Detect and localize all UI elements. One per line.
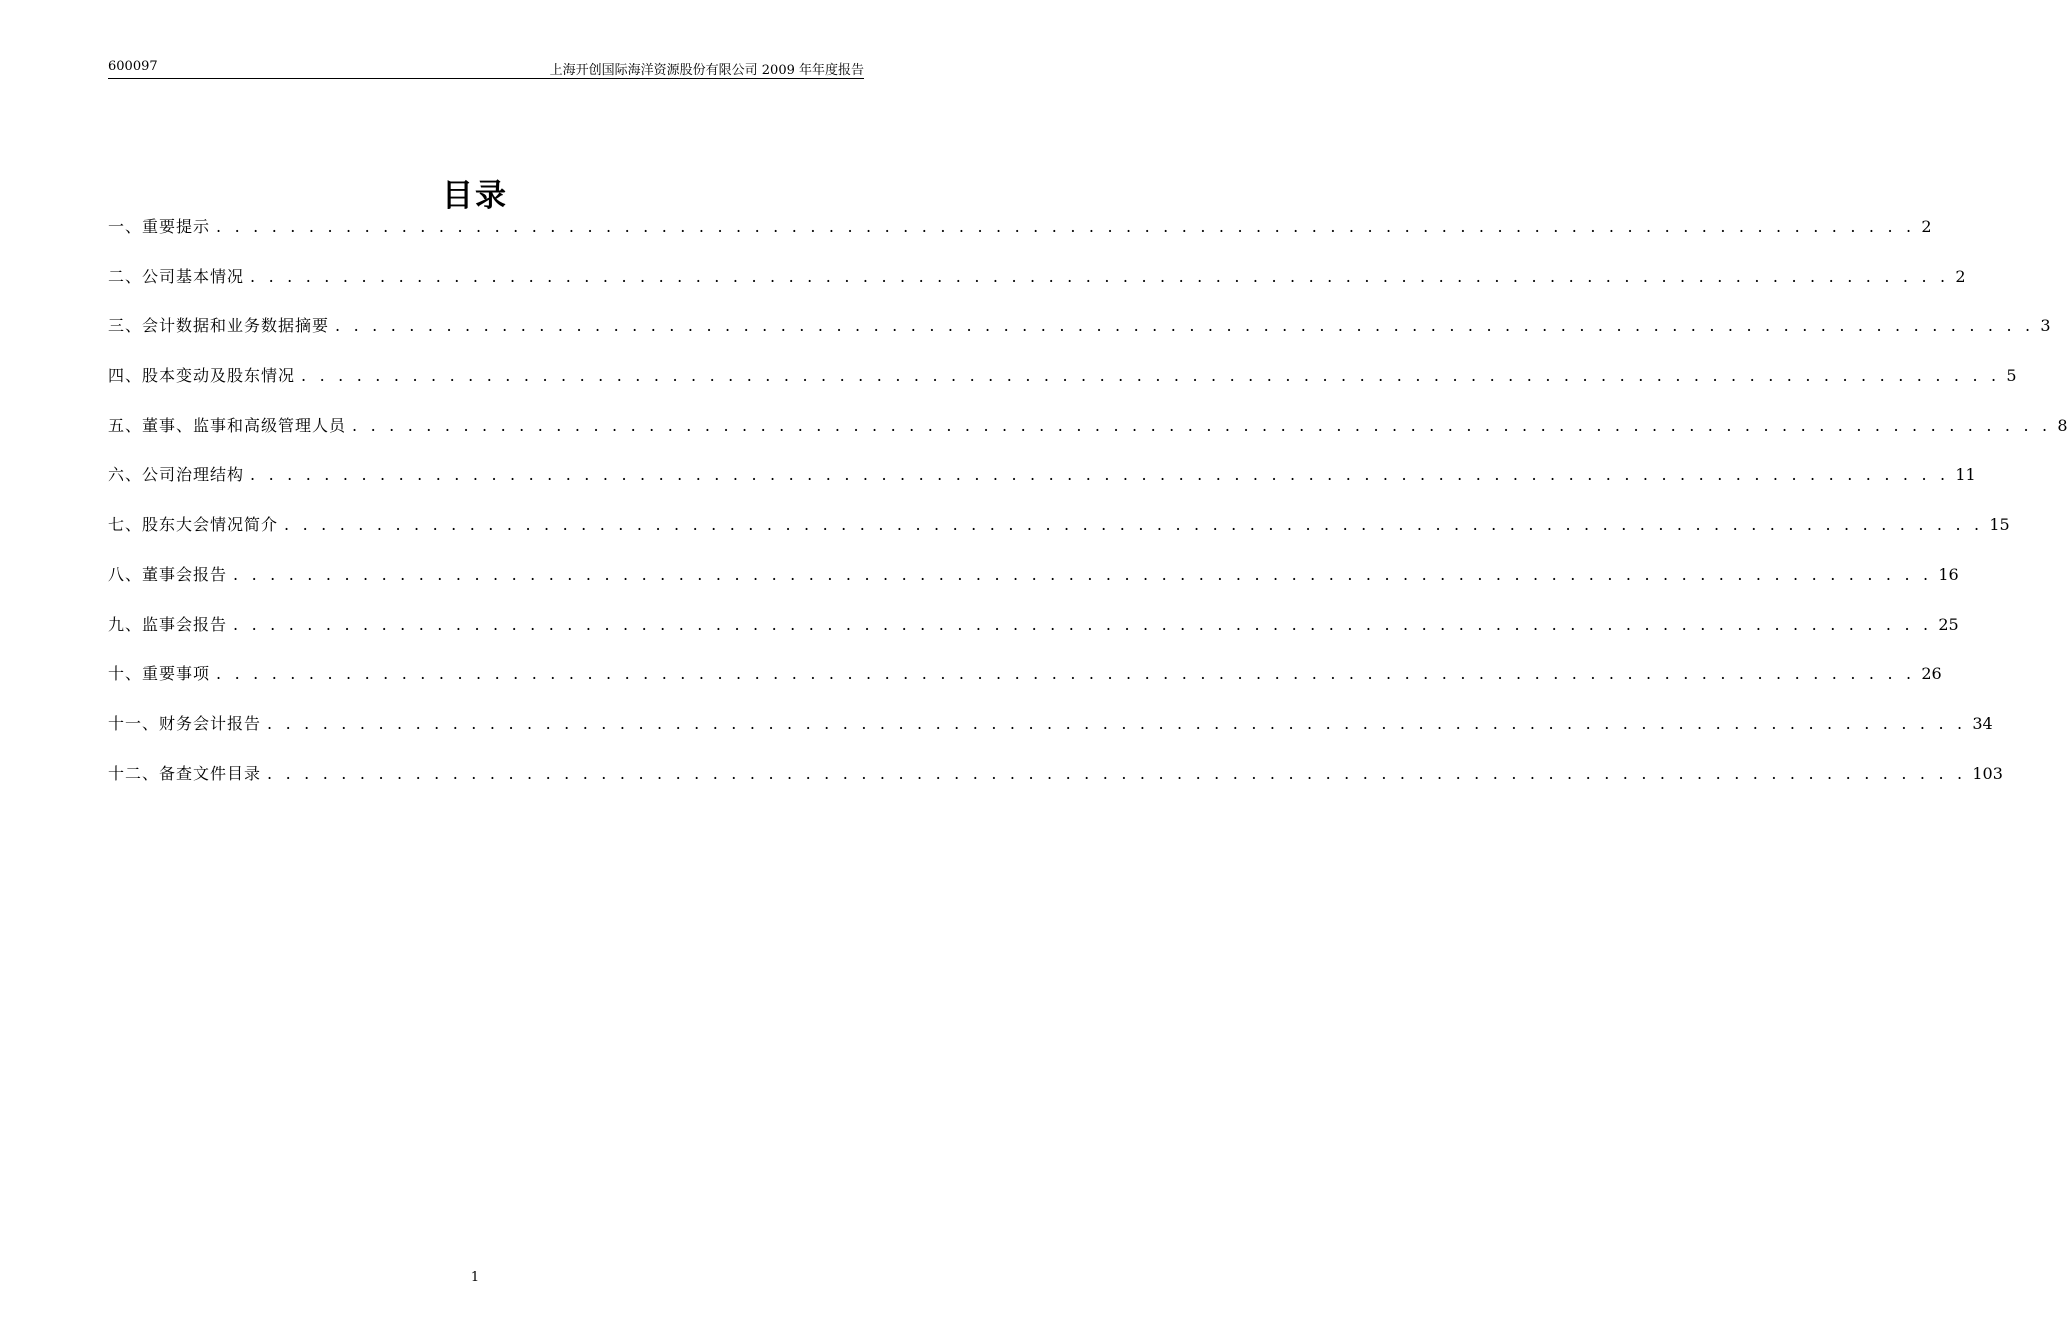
toc-entry-label: 八、董事会报告 — [108, 564, 228, 584]
toc-entry-label: 六、公司治理结构 — [108, 465, 245, 485]
page-number: 1 — [470, 1270, 480, 1285]
toc-entry[interactable] — [108, 264, 1966, 314]
toc-list — [108, 214, 2068, 810]
toc-leader: . . . . . . . . . . . . . . . . . . . . . . . . . . . . . . . . . . . . . . . . . . . . . . . . . . . . . . . . . . . . . . . . . . . . . . . . . . . . . . . . . . . . . . . . . . . . — [335, 316, 2035, 336]
toc-entry-label: 九、监事会报告 — [108, 614, 228, 634]
toc-entry[interactable] — [108, 761, 2003, 811]
toc-entry-page: 15 — [1989, 515, 2010, 535]
toc-entry[interactable] — [108, 612, 1959, 662]
toc-entry[interactable] — [108, 462, 1976, 512]
toc-entry[interactable] — [108, 363, 2017, 413]
toc-entry-label: 十二、备查文件目录 — [108, 763, 262, 783]
toc-entry-page: 5 — [2006, 366, 2017, 386]
toc-entry[interactable] — [108, 413, 2068, 463]
toc-entry-page: 2 — [1921, 217, 1932, 236]
toc-leader: . . . . . . . . . . . . . . . . . . . . . . . . . . . . . . . . . . . . . . . . . . . . . . . . . . . . . . . . . . . . . . . . . . . . . . . . . . . . . . . . . . . . . . . . . . . . — [267, 763, 1967, 783]
toc-leader: . . . . . . . . . . . . . . . . . . . . . . . . . . . . . . . . . . . . . . . . . . . . . . . . . . . . . . . . . . . . . . . . . . . . . . . . . . . . . . . . . . . . . . . . . . . . — [301, 366, 2001, 386]
toc-leader: . . . . . . . . . . . . . . . . . . . . . . . . . . . . . . . . . . . . . . . . . . . . . . . . . . . . . . . . . . . . . . . . . . . . . . . . . . . . . . . . . . . . . . . . . . . . — [352, 415, 2052, 435]
page-header — [108, 58, 864, 79]
toc-leader: . . . . . . . . . . . . . . . . . . . . . . . . . . . . . . . . . . . . . . . . . . . . . . . . . . . . . . . . . . . . . . . . . . . . . . . . . . . . . . . . . . . . . . . . . . . . — [250, 266, 1950, 286]
toc-leader: . . . . . . . . . . . . . . . . . . . . . . . . . . . . . . . . . . . . . . . . . . . . . . . . . . . . . . . . . . . . . . . . . . . . . . . . . . . . . . . . . . . . . . . . . . . . — [233, 614, 1933, 634]
toc-entry[interactable] — [108, 214, 1932, 264]
toc-entry-label: 七、股东大会情况简介 — [108, 515, 279, 535]
toc-entry-label: 二、公司基本情况 — [108, 266, 245, 286]
toc-entry[interactable] — [108, 661, 1942, 711]
toc-leader: . . . . . . . . . . . . . . . . . . . . . . . . . . . . . . . . . . . . . . . . . . . . . . . . . . . . . . . . . . . . . . . . . . . . . . . . . . . . . . . . . . . . . . . . . . . . — [216, 664, 1916, 684]
toc-entry-page: 11 — [1955, 465, 1976, 485]
toc-entry-page: 26 — [1921, 664, 1942, 684]
toc-entry[interactable] — [108, 562, 1959, 612]
toc-entry-page: 3 — [2040, 316, 2051, 336]
toc-leader: . . . . . . . . . . . . . . . . . . . . . . . . . . . . . . . . . . . . . . . . . . . . . . . . . . . . . . . . . . . . . . . . . . . . . . . . . . . . . . . . . . . . . . . . . . . . — [216, 217, 1916, 236]
toc-entry[interactable] — [108, 512, 2010, 562]
toc-entry-page: 103 — [1972, 763, 2003, 783]
toc-leader: . . . . . . . . . . . . . . . . . . . . . . . . . . . . . . . . . . . . . . . . . . . . . . . . . . . . . . . . . . . . . . . . . . . . . . . . . . . . . . . . . . . . . . . . . . . . — [267, 713, 1967, 733]
toc-entry-label: 十一、财务会计报告 — [108, 713, 262, 733]
report-title: 上海开创国际海洋资源股份有限公司 2009 年年度报告 — [549, 63, 864, 78]
toc-entry-label: 一、重要提示 — [108, 217, 211, 236]
toc-entry-label: 十、重要事项 — [108, 664, 211, 684]
toc-entry-label: 三、会计数据和业务数据摘要 — [108, 316, 330, 336]
toc-entry-page: 25 — [1938, 614, 1959, 634]
toc-entry-page: 34 — [1972, 713, 1993, 733]
toc-leader: . . . . . . . . . . . . . . . . . . . . . . . . . . . . . . . . . . . . . . . . . . . . . . . . . . . . . . . . . . . . . . . . . . . . . . . . . . . . . . . . . . . . . . . . . . . . — [233, 564, 1933, 584]
toc-entry[interactable] — [108, 313, 2051, 363]
stock-code: 600097 — [108, 59, 158, 74]
toc-entry-page: 16 — [1938, 564, 1959, 584]
toc-entry-label: 四、股本变动及股东情况 — [108, 366, 296, 386]
toc-leader: . . . . . . . . . . . . . . . . . . . . . . . . . . . . . . . . . . . . . . . . . . . . . . . . . . . . . . . . . . . . . . . . . . . . . . . . . . . . . . . . . . . . . . . . . . . . — [250, 465, 1950, 485]
toc-entry-page: 2 — [1955, 266, 1966, 286]
toc-entry-page: 8 — [2057, 415, 2068, 435]
toc-entry-label: 五、董事、监事和高级管理人员 — [108, 415, 347, 435]
toc-title: 目录 — [442, 178, 508, 214]
toc-entry[interactable] — [108, 711, 1993, 761]
toc-leader: . . . . . . . . . . . . . . . . . . . . . . . . . . . . . . . . . . . . . . . . . . . . . . . . . . . . . . . . . . . . . . . . . . . . . . . . . . . . . . . . . . . . . . . . . . . . — [284, 515, 1984, 535]
